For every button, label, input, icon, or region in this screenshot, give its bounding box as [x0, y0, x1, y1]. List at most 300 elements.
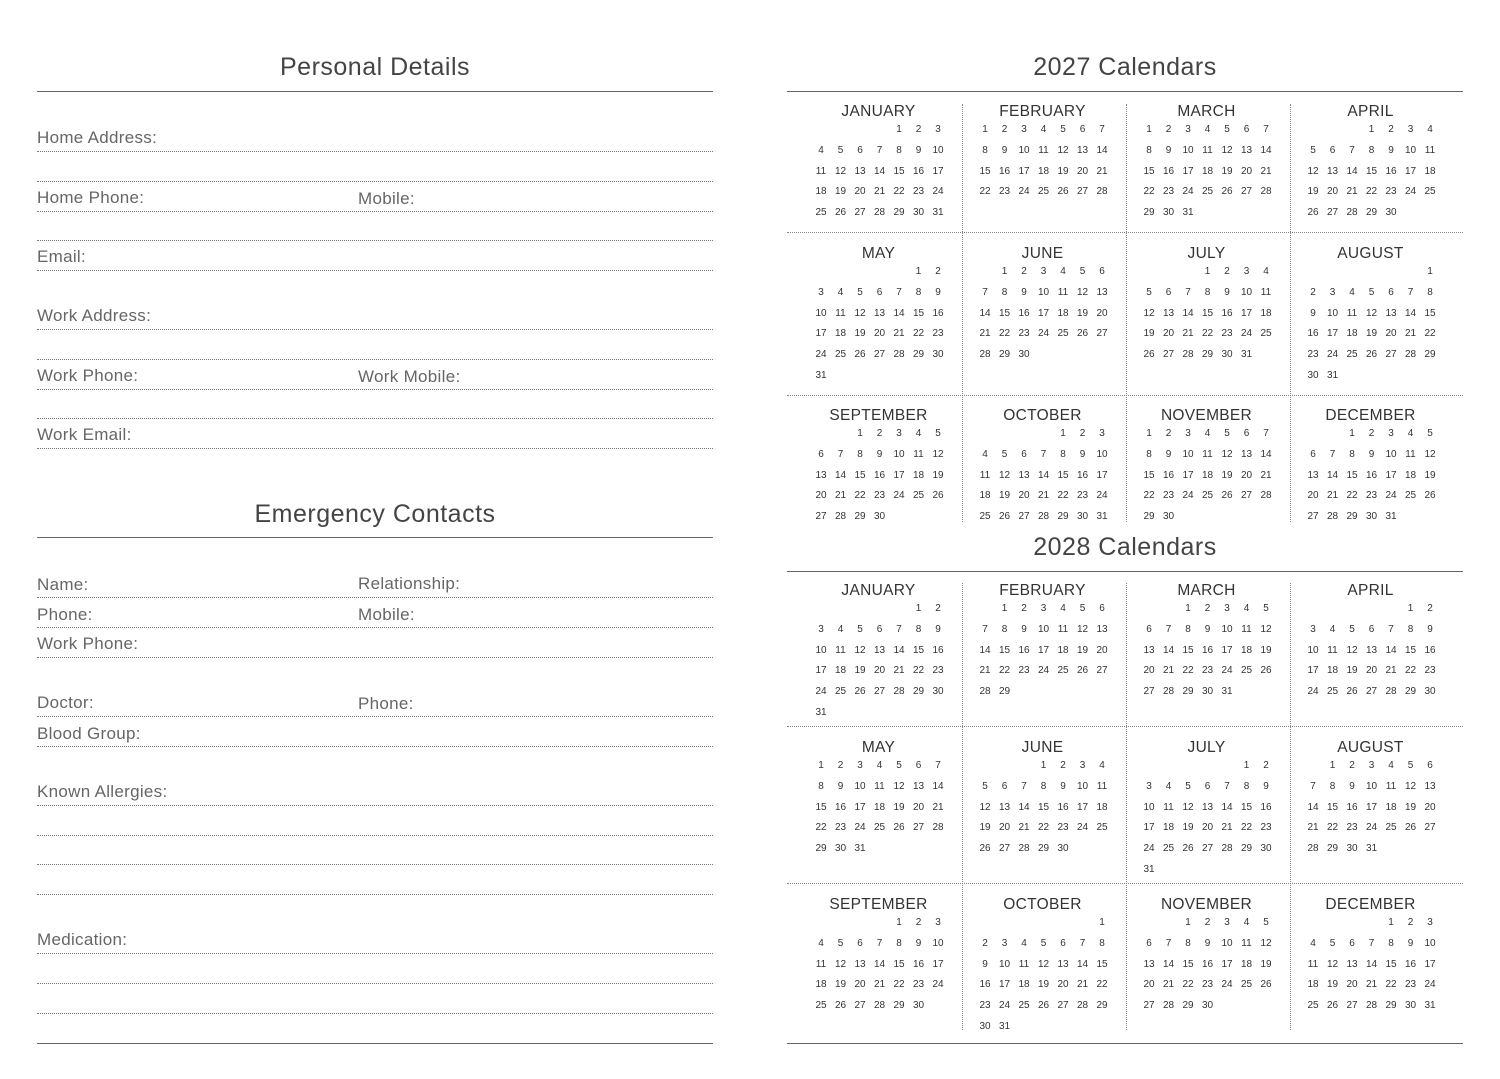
day-number: 9 — [1204, 937, 1211, 949]
day-number: 12 — [1260, 937, 1272, 949]
day-number: 6 — [1204, 780, 1211, 792]
day-number: 24 — [1018, 186, 1030, 198]
day-number: 29 — [1096, 1000, 1108, 1012]
day-number: 16 — [1404, 958, 1417, 970]
day-number: 24 — [932, 979, 944, 991]
day-number: 25 — [1057, 665, 1069, 677]
day-number: 23 — [1365, 490, 1378, 502]
month-name: OCTOBER — [1003, 407, 1082, 424]
day-number: 9 — [935, 623, 941, 635]
day-number: 10 — [932, 144, 944, 156]
day-number: 20 — [1096, 644, 1108, 656]
day-number: 30 — [1385, 207, 1397, 219]
day-number: 3 — [1368, 760, 1375, 771]
day-number: 31 — [998, 1021, 1011, 1032]
allergies-line-4[interactable] — [37, 894, 713, 895]
day-number: 21 — [1326, 490, 1339, 502]
day-number: 15 — [1240, 801, 1253, 813]
day-number: 27 — [1240, 186, 1253, 198]
day-number: 18 — [1326, 665, 1339, 677]
day-number: 23 — [1260, 822, 1272, 834]
day-number: 9 — [1349, 780, 1355, 792]
day-number: 9 — [1407, 937, 1414, 949]
day-number: 22 — [1182, 665, 1194, 677]
day-number: 11 — [1307, 958, 1319, 970]
day-number: 16 — [1424, 644, 1436, 656]
day-number: 23 — [873, 490, 886, 502]
day-number: 21 — [1404, 328, 1417, 340]
day-number: 17 — [1182, 469, 1194, 481]
day-number: 28 — [1096, 186, 1108, 198]
day-number: 4 — [1165, 780, 1172, 792]
day-number: 14 — [873, 958, 886, 970]
day-number: 7 — [1079, 937, 1086, 949]
month-june — [961, 245, 1124, 385]
day-number: 4 — [837, 623, 844, 635]
day-number: 8 — [1040, 780, 1047, 792]
day-number: 7 — [876, 937, 883, 949]
day-number: 9 — [1427, 623, 1433, 635]
day-number: 13 — [998, 801, 1011, 813]
day-number: 4 — [1388, 760, 1394, 771]
day-number: 12 — [1307, 165, 1319, 177]
day-number: 12 — [1182, 801, 1194, 813]
day-number: 23 — [1018, 328, 1030, 340]
day-number: 21 — [1260, 165, 1272, 177]
day-number: 18 — [1201, 165, 1214, 177]
day-number: 10 — [1037, 286, 1050, 298]
day-number: 14 — [1037, 469, 1050, 481]
day-number: 12 — [834, 958, 847, 970]
day-number: 22 — [1143, 186, 1155, 198]
day-number: 12 — [854, 644, 866, 656]
day-number: 20 — [873, 328, 886, 340]
medication-label: Medication: — [37, 930, 128, 949]
day-number: 23 — [1162, 186, 1175, 198]
day-number: 13 — [873, 644, 886, 656]
day-number: 17 — [1307, 665, 1319, 677]
day-number: 26 — [1182, 843, 1194, 855]
day-number: 25 — [1346, 349, 1358, 361]
day-number: 4 — [982, 448, 988, 460]
day-number: 16 — [834, 801, 847, 813]
day-number: 27 — [1096, 665, 1108, 677]
day-number: 28 — [1076, 1000, 1089, 1012]
day-number: 29 — [1404, 686, 1417, 698]
day-number: 14 — [1018, 801, 1030, 813]
day-number: 3 — [1099, 428, 1105, 439]
day-number: 31 — [1096, 511, 1108, 523]
day-number: 19 — [1221, 165, 1233, 177]
day-number: 1 — [1146, 124, 1152, 135]
day-number: 25 — [815, 207, 827, 219]
home-phone-line[interactable] — [37, 211, 713, 212]
day-number: 15 — [1404, 644, 1417, 656]
work-phone-label: Work Phone: — [37, 366, 139, 385]
relationship-label: Relationship: — [358, 574, 461, 593]
day-number: 4 — [1243, 603, 1250, 614]
day-number: 20 — [1143, 979, 1155, 991]
day-number: 1 — [1407, 603, 1414, 614]
day-number: 16 — [1346, 801, 1358, 813]
day-number: 15 — [1182, 958, 1194, 970]
work-phone-line[interactable] — [37, 389, 713, 390]
day-number: 27 — [1096, 328, 1108, 340]
day-number: 15 — [1201, 307, 1214, 319]
blank-line-2[interactable] — [37, 418, 713, 419]
day-number: 13 — [1057, 958, 1069, 970]
day-number: 11 — [1346, 307, 1358, 319]
day-number: 21 — [1307, 822, 1319, 834]
day-number: 13 — [854, 958, 866, 970]
day-number: 28 — [1307, 843, 1319, 855]
day-number: 19 — [1424, 469, 1436, 481]
month-december — [1289, 896, 1452, 1036]
day-number: 7 — [837, 448, 844, 460]
name-line[interactable] — [37, 597, 713, 598]
day-number: 30 — [1260, 843, 1272, 855]
day-number: 11 — [1057, 623, 1069, 635]
day-number: 6 — [876, 623, 883, 635]
day-number: 10 — [1424, 937, 1436, 949]
day-number: 24 — [815, 686, 827, 698]
day-number: 30 — [1162, 207, 1175, 219]
day-number: 23 — [1404, 979, 1417, 991]
day-number: 29 — [815, 843, 827, 855]
day-number: 2 — [1407, 917, 1414, 928]
day-number: 25 — [1385, 822, 1397, 834]
day-number: 2 — [935, 603, 941, 614]
day-number: 7 — [1165, 623, 1172, 635]
medication-line-2[interactable] — [37, 983, 713, 984]
day-number: 10 — [1365, 780, 1378, 792]
month-april — [1289, 582, 1452, 722]
day-number: 14 — [1260, 144, 1272, 156]
home-address-line-2[interactable] — [37, 181, 713, 182]
phone-line[interactable] — [37, 627, 713, 628]
day-number: 13 — [815, 469, 827, 481]
day-number: 19 — [1260, 958, 1272, 970]
work-address-line-2[interactable] — [37, 359, 713, 360]
day-number: 30 — [1201, 1000, 1214, 1012]
day-number: 29 — [1365, 207, 1378, 219]
day-number: 8 — [818, 780, 824, 792]
day-number: 12 — [1365, 307, 1378, 319]
day-number: 19 — [1346, 665, 1358, 677]
day-number: 20 — [1385, 328, 1397, 340]
day-number: 7 — [1310, 780, 1316, 792]
day-number: 24 — [1365, 822, 1378, 834]
day-number: 16 — [979, 979, 991, 991]
day-number: 26 — [1221, 490, 1233, 502]
day-number: 12 — [998, 469, 1011, 481]
day-number: 13 — [873, 307, 886, 319]
day-number: 18 — [1201, 469, 1214, 481]
medication-line-1[interactable] — [37, 953, 713, 954]
day-number: 2 — [1204, 917, 1211, 928]
day-number: 2 — [1368, 428, 1375, 439]
day-number: 26 — [1365, 349, 1378, 361]
day-number: 3 — [1329, 286, 1336, 298]
day-number: 6 — [1001, 780, 1008, 792]
day-number: 11 — [815, 165, 827, 177]
day-number: 14 — [1162, 644, 1175, 656]
day-number: 19 — [854, 328, 866, 340]
day-number: 17 — [1143, 822, 1155, 834]
home-phone-label: Home Phone: — [37, 188, 145, 207]
day-number: 11 — [1385, 780, 1397, 792]
day-number: 12 — [1346, 644, 1358, 656]
day-number: 5 — [1079, 603, 1086, 614]
day-number: 31 — [1182, 207, 1194, 219]
day-number: 27 — [1162, 349, 1175, 361]
day-number: 24 — [1385, 490, 1397, 502]
day-number: 14 — [1221, 801, 1233, 813]
allergies-line-1[interactable] — [37, 805, 713, 806]
work-address-line[interactable] — [37, 329, 713, 330]
day-number: 8 — [896, 937, 902, 949]
day-number: 22 — [1182, 979, 1194, 991]
day-number: 30 — [1018, 349, 1030, 361]
day-number: 23 — [912, 979, 925, 991]
day-number: 15 — [912, 307, 925, 319]
day-number: 3 — [1243, 266, 1250, 277]
day-number: 14 — [1404, 307, 1417, 319]
day-number: 18 — [1057, 307, 1069, 319]
day-number: 1 — [1204, 266, 1211, 277]
day-number: 17 — [1076, 801, 1089, 813]
day-number: 10 — [1076, 780, 1089, 792]
day-number: 30 — [1365, 511, 1378, 523]
day-number: 17 — [854, 801, 866, 813]
allergies-line-2[interactable] — [37, 835, 713, 836]
email-line[interactable] — [37, 270, 713, 271]
day-number: 6 — [857, 144, 863, 156]
day-number: 12 — [893, 780, 905, 792]
day-number: 25 — [834, 686, 847, 698]
day-number: 5 — [837, 937, 844, 949]
day-number: 16 — [1201, 958, 1214, 970]
day-number: 23 — [1221, 328, 1233, 340]
day-number: 27 — [873, 686, 886, 698]
day-number: 3 — [857, 760, 863, 771]
day-number: 20 — [1162, 328, 1175, 340]
day-number: 16 — [932, 307, 944, 319]
day-number: 12 — [979, 801, 991, 813]
month-name: JANUARY — [841, 103, 916, 120]
month-july — [1125, 739, 1288, 879]
day-number: 20 — [815, 490, 827, 502]
day-number: 25 — [1260, 328, 1272, 340]
day-number: 20 — [1346, 979, 1358, 991]
month-march — [1125, 582, 1288, 722]
day-number: 10 — [932, 937, 944, 949]
day-number: 19 — [1057, 165, 1069, 177]
month-row-divider — [787, 726, 1463, 727]
day-number: 18 — [1346, 328, 1358, 340]
day-number: 26 — [1037, 1000, 1050, 1012]
day-number: 21 — [1346, 186, 1358, 198]
day-number: 20 — [1240, 469, 1253, 481]
day-number: 7 — [1388, 623, 1394, 635]
day-number: 19 — [1037, 979, 1050, 991]
day-number: 5 — [837, 144, 844, 156]
day-number: 30 — [912, 207, 925, 219]
month-row-divider — [787, 395, 1463, 396]
month-name: DECEMBER — [1325, 896, 1416, 913]
day-number: 21 — [979, 665, 991, 677]
calendar-2027-title: 2027 Calendars — [1033, 53, 1217, 81]
day-number: 23 — [1346, 822, 1358, 834]
day-number: 29 — [1182, 1000, 1194, 1012]
day-number: 31 — [1143, 864, 1155, 875]
day-number: 3 — [1185, 124, 1191, 135]
day-number: 15 — [815, 801, 827, 813]
day-number: 23 — [1307, 349, 1319, 361]
blood-group-line[interactable] — [37, 746, 713, 747]
day-number: 31 — [1240, 349, 1253, 361]
emergency-work-phone-line[interactable] — [37, 657, 713, 658]
day-number: 8 — [1329, 780, 1336, 792]
day-number: 18 — [834, 328, 847, 340]
emergency-contacts-rule — [37, 537, 713, 538]
day-number: 24 — [1404, 186, 1417, 198]
day-number: 30 — [1201, 686, 1214, 698]
day-number: 18 — [1385, 801, 1397, 813]
month-name: JULY — [1187, 739, 1226, 756]
month-november — [1125, 407, 1288, 547]
day-number: 22 — [1057, 490, 1069, 502]
day-number: 28 — [1221, 843, 1233, 855]
day-number: 5 — [1263, 917, 1269, 928]
day-number: 21 — [873, 979, 886, 991]
day-number: 28 — [1260, 490, 1272, 502]
blank-line-1[interactable] — [37, 240, 713, 241]
day-number: 31 — [1221, 686, 1233, 698]
day-number: 23 — [1076, 490, 1089, 502]
day-number: 28 — [1260, 186, 1272, 198]
day-number: 13 — [1365, 644, 1378, 656]
day-number: 9 — [1368, 448, 1375, 460]
day-number: 22 — [1201, 328, 1214, 340]
day-number: 14 — [932, 780, 944, 792]
day-number: 28 — [979, 686, 991, 698]
phone-label: Phone: — [37, 605, 93, 624]
home-address-line[interactable] — [37, 151, 713, 152]
day-number: 12 — [1221, 144, 1233, 156]
day-number: 1 — [1329, 760, 1336, 771]
day-number: 15 — [893, 958, 905, 970]
day-number: 5 — [1427, 428, 1433, 439]
day-number: 30 — [932, 686, 944, 698]
day-number: 21 — [932, 801, 944, 813]
month-october — [961, 896, 1124, 1036]
day-number: 1 — [1099, 917, 1105, 928]
day-number: 28 — [873, 207, 886, 219]
day-number: 25 — [912, 490, 925, 502]
day-number: 28 — [1162, 1000, 1175, 1012]
day-number: 6 — [1060, 937, 1066, 949]
day-number: 18 — [1037, 165, 1050, 177]
day-number: 13 — [1143, 958, 1155, 970]
day-number: 28 — [1162, 686, 1175, 698]
day-number: 20 — [854, 979, 866, 991]
medication-line-3[interactable] — [37, 1013, 713, 1014]
allergies-line-3[interactable] — [37, 864, 713, 865]
month-name: NOVEMBER — [1160, 407, 1253, 424]
day-number: 10 — [1307, 644, 1319, 656]
day-number: 25 — [1404, 490, 1417, 502]
day-number: 10 — [1037, 623, 1050, 635]
day-number: 30 — [932, 349, 944, 361]
day-number: 11 — [979, 469, 991, 481]
known-allergies-label: Known Allergies: — [37, 782, 168, 801]
day-number: 24 — [893, 490, 905, 502]
day-number: 29 — [1182, 686, 1194, 698]
day-number: 17 — [1096, 469, 1108, 481]
day-number: 14 — [893, 307, 905, 319]
day-number: 23 — [1201, 665, 1214, 677]
day-number: 13 — [1096, 623, 1108, 635]
day-number: 19 — [1326, 979, 1339, 991]
day-number: 21 — [893, 665, 905, 677]
day-number: 3 — [1021, 124, 1027, 135]
day-number: 9 — [1165, 144, 1172, 156]
day-number: 15 — [1424, 307, 1436, 319]
day-number: 11 — [1018, 958, 1030, 970]
month-name: JUNE — [1021, 739, 1064, 756]
day-number: 27 — [1240, 490, 1253, 502]
day-number: 20 — [912, 801, 925, 813]
day-number: 26 — [979, 843, 991, 855]
day-number: 24 — [1182, 490, 1194, 502]
day-number: 12 — [1221, 448, 1233, 460]
month-name: JULY — [1187, 245, 1226, 262]
day-number: 11 — [1241, 937, 1252, 949]
day-number: 7 — [1185, 286, 1191, 298]
day-number: 4 — [1427, 124, 1433, 135]
day-number: 25 — [979, 511, 991, 523]
day-number: 26 — [1404, 822, 1417, 834]
day-number: 31 — [932, 207, 944, 219]
day-number: 15 — [1143, 469, 1155, 481]
day-number: 6 — [1349, 937, 1355, 949]
day-number: 4 — [1021, 937, 1027, 949]
day-number: 20 — [1076, 165, 1089, 177]
day-number: 20 — [1096, 307, 1108, 319]
day-number: 9 — [1060, 780, 1066, 792]
day-number: 20 — [998, 822, 1011, 834]
day-number: 26 — [1260, 979, 1272, 991]
day-number: 14 — [1162, 958, 1175, 970]
day-number: 14 — [1385, 644, 1397, 656]
day-number: 17 — [1365, 801, 1378, 813]
day-number: 17 — [1037, 644, 1050, 656]
day-number: 15 — [893, 165, 905, 177]
doctor-line[interactable] — [37, 716, 713, 717]
day-number: 18 — [1162, 822, 1175, 834]
day-number: 4 — [1099, 760, 1105, 771]
work-email-line[interactable] — [37, 448, 713, 449]
day-number: 31 — [854, 843, 866, 855]
day-number: 28 — [893, 349, 905, 361]
day-number: 4 — [915, 428, 922, 439]
day-number: 14 — [1326, 469, 1339, 481]
day-number: 30 — [1162, 511, 1175, 523]
day-number: 22 — [912, 328, 925, 340]
day-number: 30 — [1076, 511, 1089, 523]
month-february — [961, 103, 1124, 243]
